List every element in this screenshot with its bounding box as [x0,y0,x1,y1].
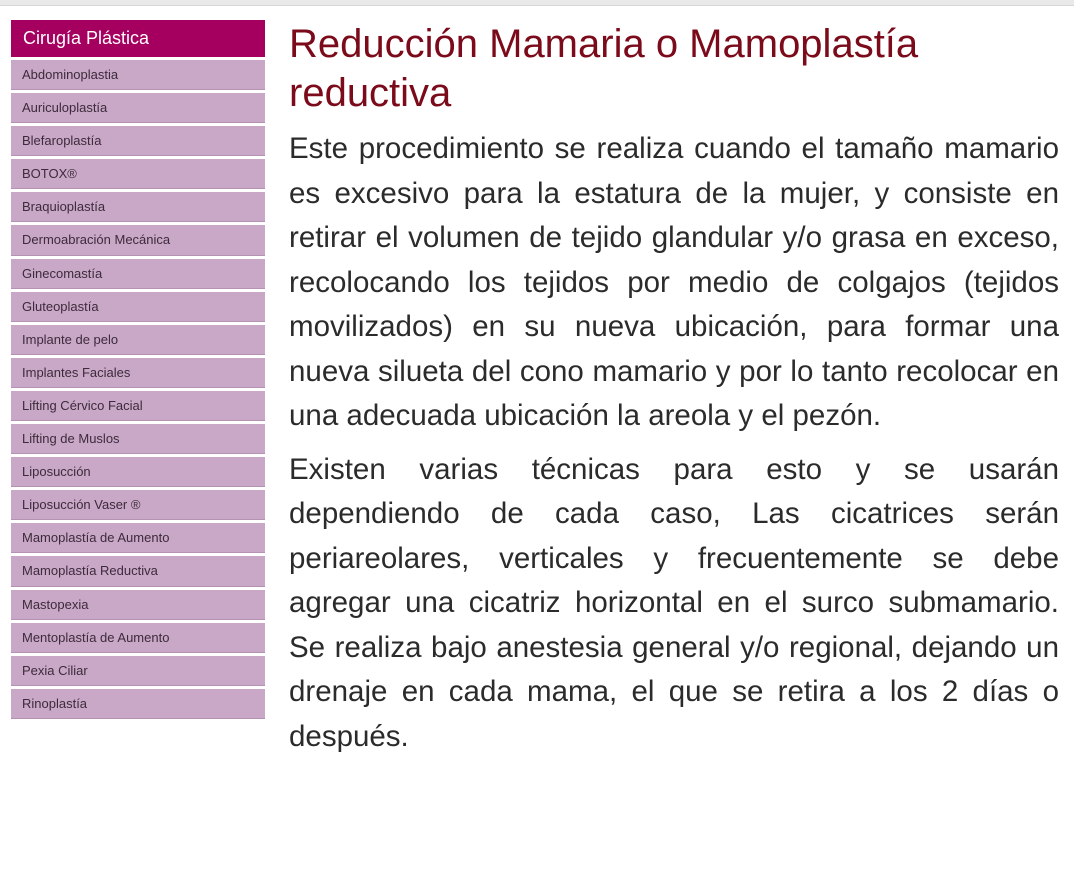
sidebar-item-lifting-de-muslos[interactable]: Lifting de Muslos [11,424,265,454]
sidebar-header[interactable]: Cirugía Plástica [11,20,265,57]
sidebar-item-ginecomastia[interactable]: Ginecomastía [11,259,265,289]
sidebar-list [11,60,265,719]
sidebar-item-abdominoplastia[interactable]: Abdominoplastia [11,60,265,90]
sidebar-item-liposuccion-vaser[interactable]: Liposucción Vaser ® [11,490,265,520]
sidebar-item-braquioplastia[interactable]: Braquioplastía [11,192,265,222]
sidebar-item-mamoplastia-reductiva[interactable]: Mamoplastía Reductiva [11,556,265,586]
browser-top-strip [0,0,1074,6]
sidebar-item-mentoplastia-de-aumento[interactable]: Mentoplastía de Aumento [11,623,265,653]
sidebar-item-mamoplastia-de-aumento[interactable]: Mamoplastía de Aumento [11,523,265,553]
sidebar-item-liposuccion[interactable]: Liposucción [11,457,265,487]
sidebar-item-rinoplastia[interactable]: Rinoplastía [11,689,265,719]
sidebar-nav [11,20,265,722]
sidebar-item-pexia-ciliar[interactable]: Pexia Ciliar [11,656,265,686]
sidebar-item-blefaroplastia[interactable]: Blefaroplastía [11,126,265,156]
main-content [289,20,1059,768]
page-title: Reducción Mamaria o Mamoplastía reductiva [289,22,919,115]
content-paragraph-1: Este procedimiento se realiza cuando el tamaño mamario es excesivo para la estatura de la mujer, y consiste en retirar el volumen de tejido glandular y/o grasa en exceso, recolocando los tejidos por medio de colgajos (tejidos movilizados) en su nueva ubicación, para formar una nueva silueta del cono mamario y por lo tanto recolocar en una adecuada ubicación la areola y el pezón. [289,132,1059,432]
sidebar-item-implante-de-pelo[interactable]: Implante de pelo [11,325,265,355]
content-paragraph-2: Existen varias técnicas para esto y se usarán dependiendo de cada caso, Las cicatrices serán periareolares, verticales y frecuentemente se debe agregar una cicatriz horizontal en el surco submamario. Se realiza bajo anestesia general y/o regional, dejando un drenaje en cada mama, el que se retira a los 2 días o después. [289,452,1059,753]
sidebar-item-auriculoplastia[interactable]: Auriculoplastía [11,93,265,123]
sidebar-item-dermoabracion-mecanica[interactable]: Dermoabración Mecánica [11,225,265,255]
sidebar-item-implantes-faciales[interactable]: Implantes Faciales [11,358,265,388]
sidebar-item-mastopexia[interactable]: Mastopexia [11,590,265,620]
sidebar-item-gluteoplastia[interactable]: Gluteoplastía [11,292,265,322]
sidebar-item-botox[interactable]: BOTOX® [11,159,265,189]
sidebar-item-lifting-cervico-facial[interactable]: Lifting Cérvico Facial [11,391,265,421]
